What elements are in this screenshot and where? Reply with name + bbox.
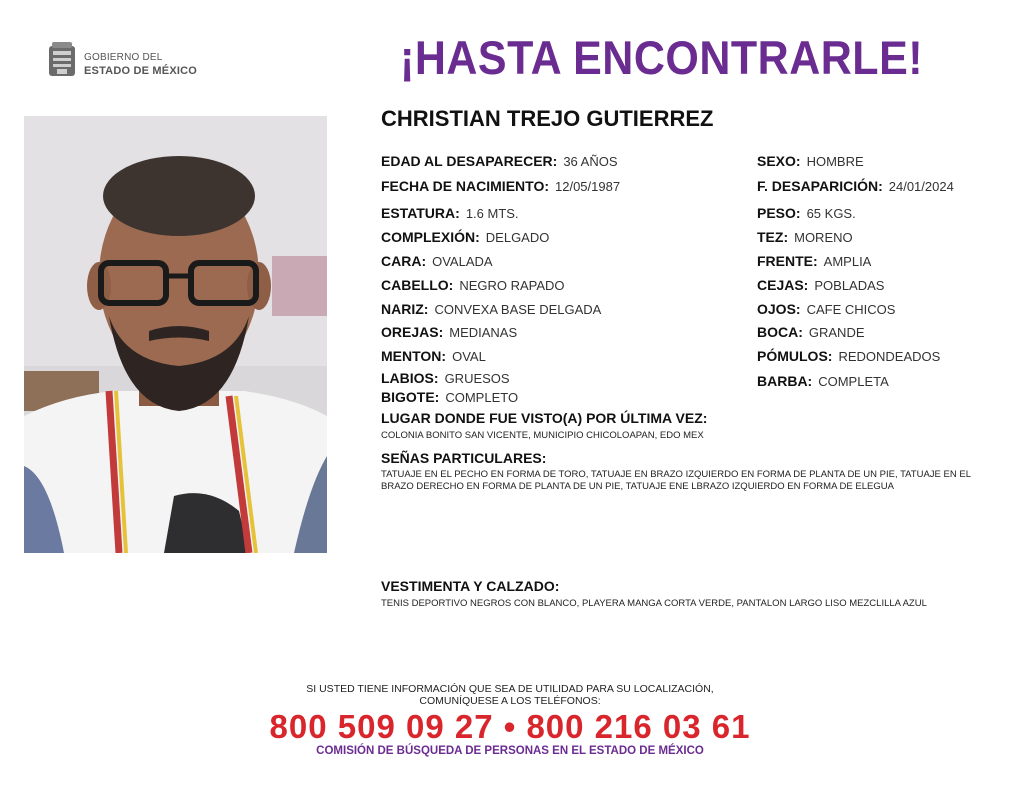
field-ojos xyxy=(757,300,895,319)
contact-note-line1: SI USTED TIENE INFORMACIÓN QUE SEA DE UTILIDAD PARA SU LOCALIZACIÓN, xyxy=(306,683,714,695)
field-label: TEZ: xyxy=(757,229,789,245)
field-label: OJOS: xyxy=(757,301,801,317)
field-value: 36 AÑOS xyxy=(563,154,618,169)
field-cara xyxy=(381,252,493,271)
last-seen-title: LUGAR DONDE FUE VISTO(A) POR ÚLTIMA VEZ: xyxy=(381,410,708,426)
field-value: REDONDEADOS xyxy=(838,349,941,364)
field-value: GRANDE xyxy=(808,325,865,340)
marks-title: SEÑAS PARTICULARES: xyxy=(381,450,547,466)
field-label: BIGOTE: xyxy=(381,389,440,405)
field-menton xyxy=(381,347,486,366)
clothing-title: VESTIMENTA Y CALZADO: xyxy=(381,578,560,594)
field-edad xyxy=(381,152,618,171)
field-value: OVALADA xyxy=(432,254,493,269)
field-value: DELGADO xyxy=(485,230,550,245)
field-label: OREJAS: xyxy=(381,324,444,340)
field-tez xyxy=(757,228,853,247)
field-cabello xyxy=(381,276,565,295)
field-label: SEXO: xyxy=(757,153,801,169)
person-photo xyxy=(24,116,327,553)
field-label: CEJAS: xyxy=(757,277,809,293)
field-label: CABELLO: xyxy=(381,277,454,293)
headline: ¡HASTA ENCONTRARLE! xyxy=(400,32,924,85)
field-value: COMPLETA xyxy=(818,374,889,389)
field-value: 1.6 MTS. xyxy=(465,206,519,221)
clothing-text: TENIS DEPORTIVO NEGROS CON BLANCO, PLAYERA MANGA CORTA VERDE, PANTALON LARGO LISO MEZCLILLA AZUL xyxy=(381,598,927,609)
field-nariz xyxy=(381,300,601,319)
field-barba xyxy=(757,372,889,391)
field-value: 65 KGS. xyxy=(806,206,856,221)
gov-line1: GOBIERNO DEL xyxy=(84,52,163,63)
field-label: CARA: xyxy=(381,253,427,269)
field-label: EDAD AL DESAPARECER: xyxy=(381,153,558,169)
field-value: CONVEXA BASE DELGADA xyxy=(434,302,602,317)
field-label: COMPLEXIÓN: xyxy=(381,229,480,245)
field-value: MEDIANAS xyxy=(449,325,518,340)
government-logo xyxy=(46,40,206,80)
state-seal-icon xyxy=(46,40,78,78)
field-nacimiento xyxy=(381,177,620,196)
field-value: HOMBRE xyxy=(806,154,864,169)
contact-note-line2: COMUNÍQUESE A LOS TELÉFONOS: xyxy=(419,695,601,707)
field-label: PESO: xyxy=(757,205,801,221)
field-label: PÓMULOS: xyxy=(757,348,833,364)
field-label: BOCA: xyxy=(757,324,803,340)
field-sexo xyxy=(757,152,864,171)
field-label: ESTATURA: xyxy=(381,205,460,221)
field-value: NEGRO RAPADO xyxy=(459,278,565,293)
field-value: GRUESOS xyxy=(444,371,510,386)
field-cejas xyxy=(757,276,884,295)
field-value: POBLADAS xyxy=(814,278,885,293)
field-value: MORENO xyxy=(794,230,853,245)
field-estatura xyxy=(381,204,519,223)
field-bigote xyxy=(381,388,518,407)
field-complexion xyxy=(381,228,549,247)
field-label: LABIOS: xyxy=(381,370,439,386)
field-value: OVAL xyxy=(452,349,486,364)
field-boca xyxy=(757,323,865,342)
field-labios xyxy=(381,369,510,388)
field-value: AMPLIA xyxy=(823,254,872,269)
field-label: BARBA: xyxy=(757,373,813,389)
field-orejas xyxy=(381,323,517,342)
field-pomulos xyxy=(757,347,940,366)
field-value: 12/05/1987 xyxy=(555,179,621,194)
field-label: MENTON: xyxy=(381,348,447,364)
field-value: CAFE CHICOS xyxy=(806,302,896,317)
field-label: FECHA DE NACIMIENTO: xyxy=(381,178,549,194)
commission-name: COMISIÓN DE BÚSQUEDA DE PERSONAS EN EL ESTADO DE MÉXICO xyxy=(316,745,704,757)
contact-note xyxy=(230,683,790,707)
field-label: F. DESAPARICIÓN: xyxy=(757,178,883,194)
last-seen-text: COLONIA BONITO SAN VICENTE, MUNICIPIO CHICOLOAPAN, EDO MEX xyxy=(381,430,704,441)
field-value: COMPLETO xyxy=(445,390,519,405)
field-frente xyxy=(757,252,871,271)
field-peso xyxy=(757,204,856,223)
marks-text: TATUAJE EN EL PECHO EN FORMA DE TORO, TATUAJE EN BRAZO IZQUIERDO EN FORMA DE PLANTA DE UN PIE, TATUAJE EN EL BRAZO DERECHO EN FORMA DE PLANTA DE UN PIE, TATUAJE ENE LBRAZO IZQUIERDO EN FORMA DE ELEGUA xyxy=(381,469,971,492)
gov-line2: ESTADO DE MÉXICO xyxy=(84,65,198,77)
field-label: FRENTE: xyxy=(757,253,818,269)
phone-numbers: 800 509 09 27 • 800 216 03 61 xyxy=(269,708,751,745)
field-value: 24/01/2024 xyxy=(888,179,954,194)
field-label: NARIZ: xyxy=(381,301,429,317)
field-desaparicion xyxy=(757,177,954,196)
person-name: CHRISTIAN TREJO GUTIERREZ xyxy=(381,106,714,131)
